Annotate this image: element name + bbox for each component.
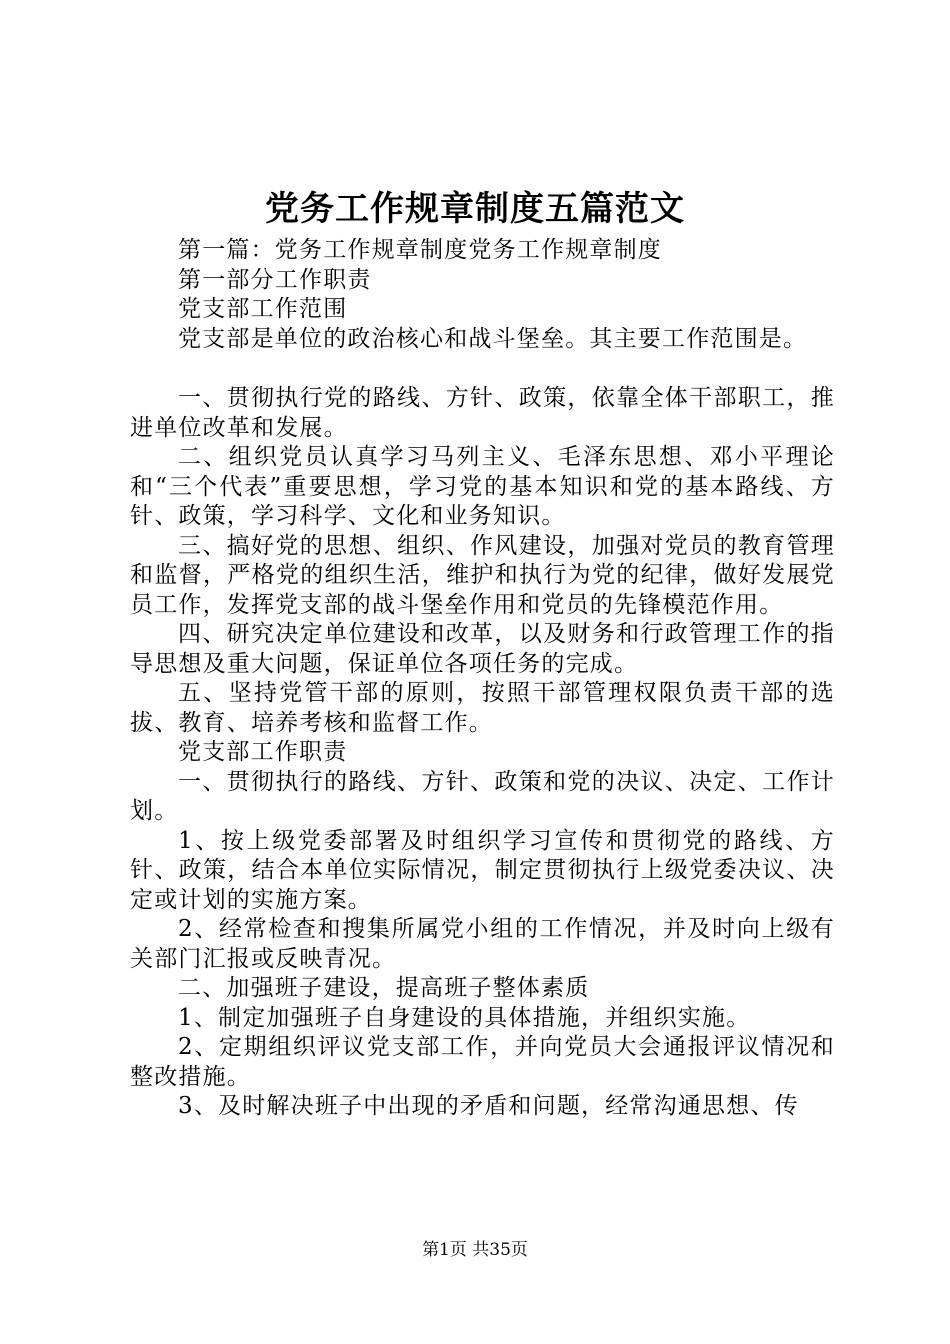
document-title: 党务工作规章制度五篇范文 (265, 189, 685, 229)
paragraph: 党支部是单位的政治核心和战斗堡垒。其主要工作范围是。 (178, 325, 808, 352)
paragraph-gap (130, 354, 835, 384)
paragraph: 一、贯彻执行的路线、方针、政策和党的决议、决定、工作计划。 (130, 768, 835, 824)
paragraph: 二、组织党员认真学习马列主义、毛泽东思想、邓小平理论和“三个代表”重要思想，学习党的基本知识和党的基本路线、方针、政策，学习科学、文化和业务知识。 (130, 444, 835, 529)
paragraph: 党支部工作职责 (178, 739, 348, 765)
page-footer: 第1页 共35页 (422, 1240, 528, 1260)
paragraph: 1、按上级党委部署及时组织学习宣传和贯彻党的路线、方针、政策，结合本单位实际情况，制定贯彻执行上级党委决议、决定或计划的实施方案。 (130, 827, 835, 913)
paragraph: 二、加强班子建设，提高班子整体素质 (178, 975, 590, 1001)
paragraph: 三、搞好党的思想、组织、作风建设，加强对党员的教育管理和监督，严格党的组织生活，维护和执行为党的纪律，做好发展党员工作，发挥党支部的战斗堡垒作用和党员的先锋模范作用。 (130, 532, 835, 618)
paragraph: 一、贯彻执行党的路线、方针、政策，依靠全体干部职工，推进单位改革和发展。 (130, 385, 835, 441)
paragraph: 第一篇：党务工作规章制度党务工作规章制度 (178, 237, 662, 263)
paragraph: 3、及时解决班子中出现的矛盾和问题，经常沟通思想、传 (178, 1093, 799, 1119)
paragraph: 党支部工作范围 (178, 296, 348, 322)
paragraph: 四、研究决定单位建设和改革，以及财务和行政管理工作的指导思想及重大问题，保证单位各项任务的完成。 (130, 621, 835, 677)
paragraph: 第一部分工作职责 (178, 266, 372, 293)
paragraph: 2、定期组织评议党支部工作，并向党员大会通报评议情况和整改措施。 (130, 1034, 835, 1090)
paragraph: 2、经常检查和搜集所属党小组的工作情况，并及时向上级有关部门汇报或反映青况。 (130, 916, 835, 972)
document-body (130, 236, 835, 1122)
paragraph: 五、坚持党管干部的原则，按照干部管理权限负责干部的选拔、教育、培养考核和监督工作。 (130, 680, 835, 736)
paragraph: 1、制定加强班子自身建设的具体措施，并组织实施。 (178, 1004, 751, 1031)
